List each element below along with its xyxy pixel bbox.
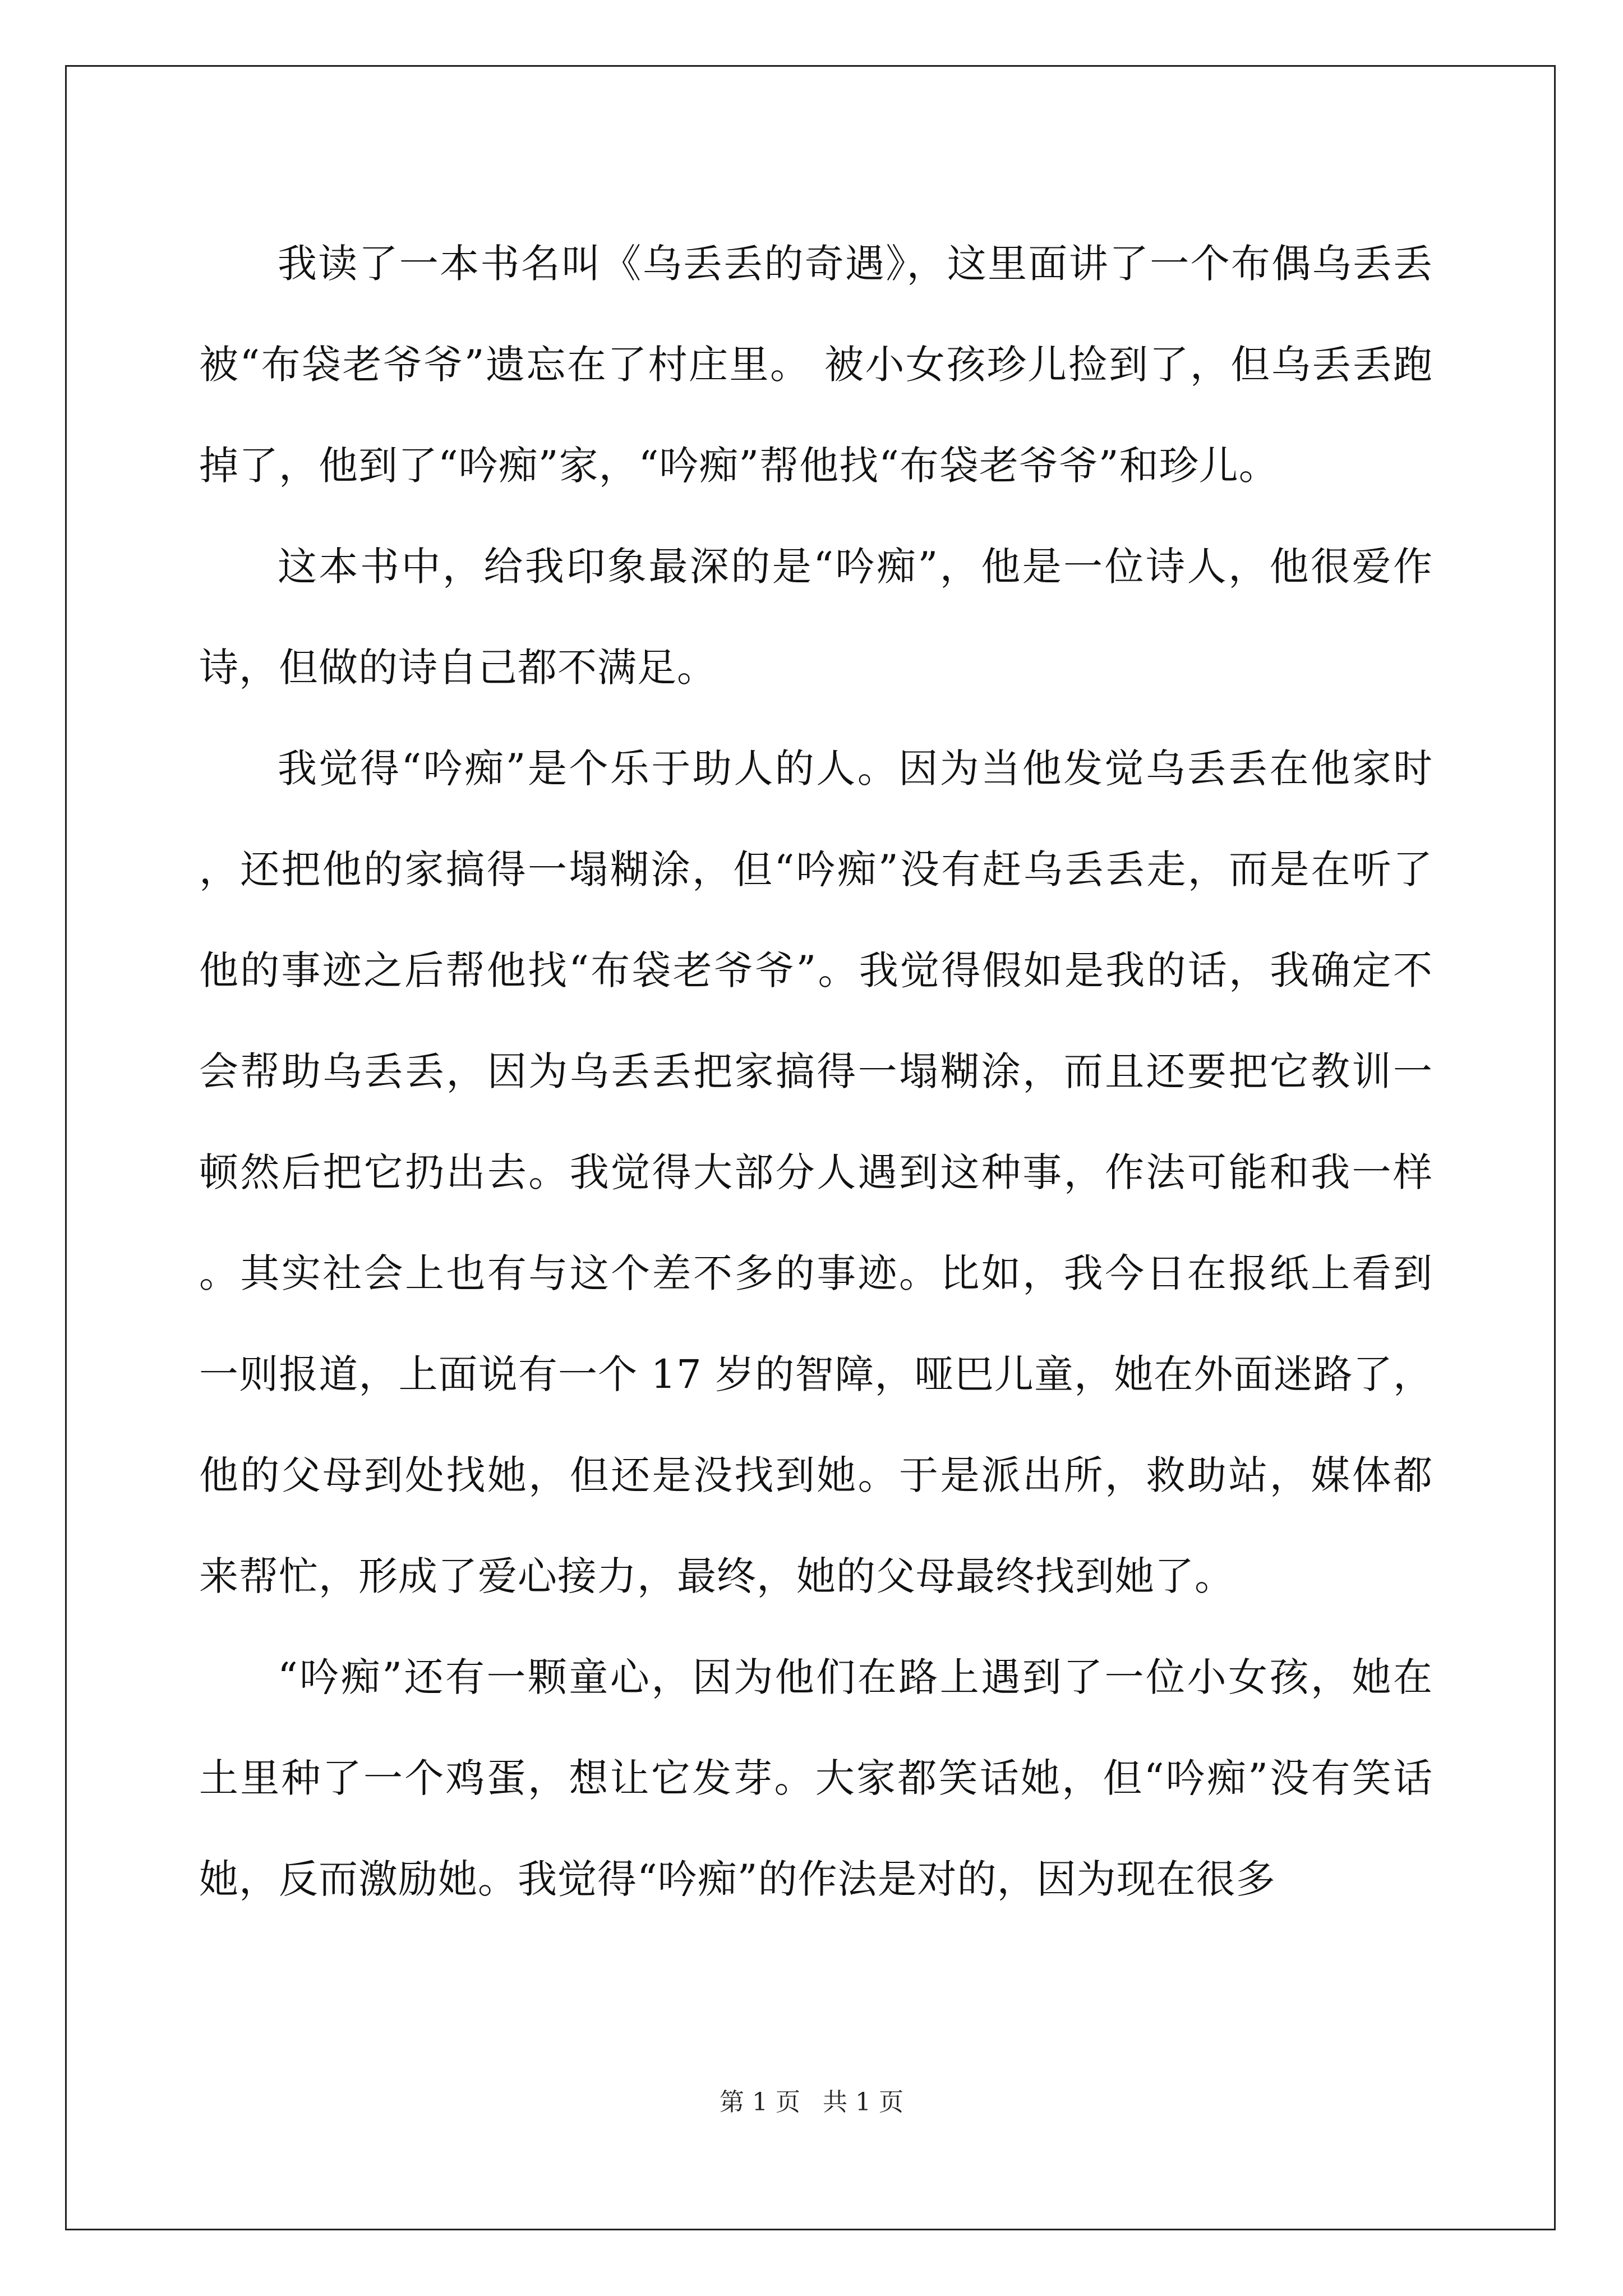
paragraph-1: 我读了一本书名叫《乌丢丢的奇遇》，这里面讲了一个布偶乌丢丢被“布袋老爷爷”遗忘在了村庄里。 被小女孩珍儿捡到了，但乌丢丢跑掉了，他到了“吟痴”家，“吟痴”帮他找“布袋老爷爷”和珍儿。 [199,241,1433,489]
paragraph-4: “吟痴”还有一颗童心，因为他们在路上遇到了一位小女孩，她在土里种了一个鸡蛋，想让它发芽。大家都笑话她，但“吟痴”没有笑话她，反而激励她。我觉得“吟痴”的作法是对的，因为现在很多 [199,1654,1433,1902]
paragraph-2: 这本书中，给我印象最深的是“吟痴”，他是一位诗人，他很爱作诗，但做的诗自己都不满足。 [199,544,1433,691]
document-body [199,213,1433,1930]
page-total: 共 1 页 [823,2088,903,2116]
page-footer [0,2086,1623,2119]
paragraph-3: 我觉得“吟痴”是个乐于助人的人。因为当他发觉乌丢丢在他家时，还把他的家搞得一塌糊涂，但“吟痴”没有赶乌丢丢走，而是在听了他的事迹之后帮他找“布袋老爷爷”。我觉得假如是我的话，我确定不会帮助乌丢丢，因为乌丢丢把家搞得一塌糊涂，而且还要把它教训一顿然后把它扔出去。我觉得大部分人遇到这种事，作法可能和我一样。其实社会上也有与这个差不多的事迹。比如，我今日在报纸上看到一则报道，上面说有一个 17 岁的智障，哑巴儿童，她在外面迷路了，他的父母到处找她，但还是没找到她。于是派出所，救助站，媒体都来帮忙，形成了爱心接力，最终，她的父母最终找到她了。 [199,746,1433,1599]
page-number: 第 1 页 [720,2088,800,2116]
